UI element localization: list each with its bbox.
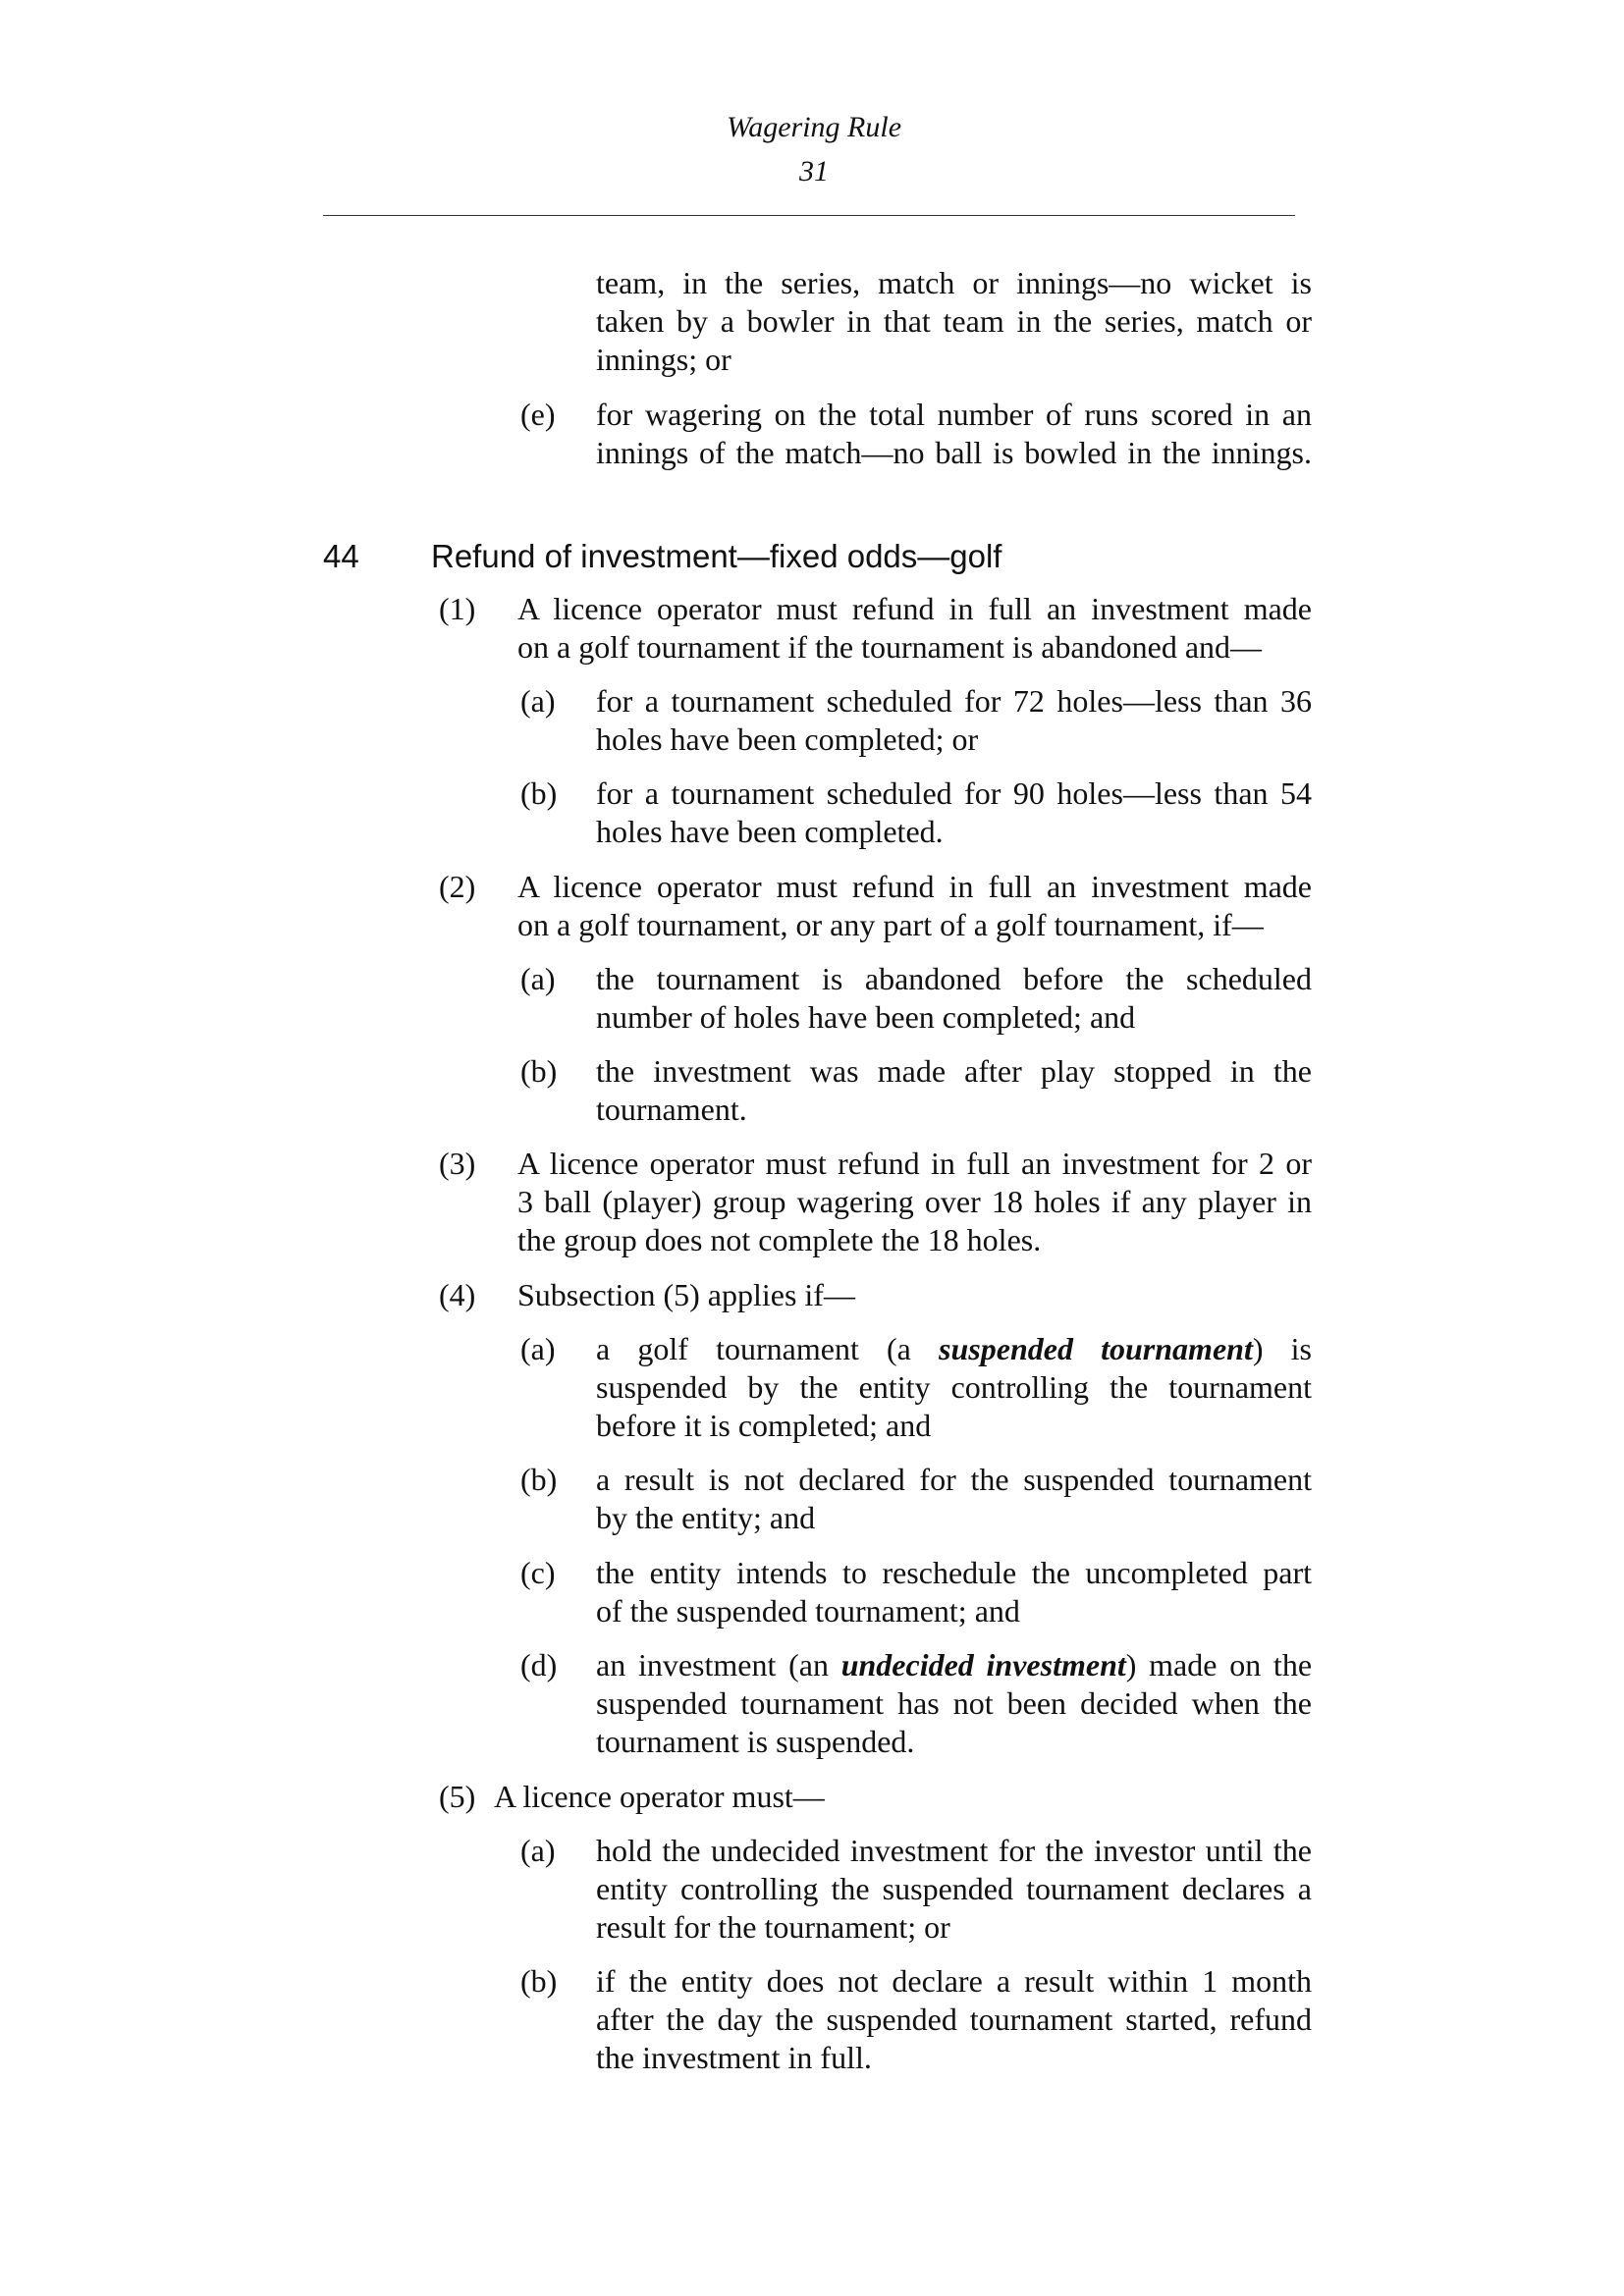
paragraph-text-post: ) is	[1252, 1331, 1312, 1366]
paragraph-text: tournament.	[596, 1092, 747, 1127]
section-number: 44	[323, 538, 359, 574]
subsection-label: (5)	[439, 1779, 476, 1814]
paragraph-text-pre: an investment (an	[596, 1647, 841, 1682]
paragraph-text: for a tournament scheduled for 90 holes—less than 54	[596, 775, 1312, 811]
page-number: 31	[799, 155, 829, 187]
subsection-text: Subsection (5) applies if—	[517, 1277, 855, 1312]
subsection-label: (4)	[439, 1277, 476, 1312]
subsection-text: A licence operator must refund in full an investment made	[517, 591, 1312, 626]
paragraph-text: the entity intends to reschedule the uncompleted part	[596, 1555, 1312, 1590]
paragraph-text: hold the undecided investment for the investor until the	[596, 1833, 1312, 1868]
paragraph-text: the tournament is abandoned before the scheduled	[596, 961, 1312, 996]
continuation-line: team, in the series, match or innings—no wicket is	[596, 265, 1312, 300]
paragraph-text-post: ) made on the	[1125, 1647, 1313, 1682]
paragraph-label: (d)	[520, 1647, 558, 1682]
paragraph-text: number of holes have been completed; and	[596, 999, 1136, 1035]
paragraph-text-pre: a golf tournament (a	[596, 1331, 911, 1366]
paragraph-label: (a)	[520, 961, 556, 996]
paragraph-text: result for the tournament; or	[596, 1909, 950, 1945]
subsection-label: (3)	[439, 1146, 476, 1181]
paragraph-text: before it is completed; and	[596, 1408, 932, 1443]
paragraph-label: (a)	[520, 1833, 556, 1868]
paragraph-text: for a tournament scheduled for 72 holes—less than 36	[596, 683, 1312, 719]
paragraph-text	[596, 1645, 1312, 1684]
paragraph-text: of the suspended tournament; and	[596, 1593, 1020, 1629]
paragraph-text: the investment was made after play stopped in the	[596, 1053, 1312, 1089]
paragraph-text: entity controlling the suspended tournament declares a	[596, 1871, 1312, 1906]
paragraph-text: suspended tournament has not been decided when the	[596, 1685, 1312, 1721]
subsection-text: the group does not complete the 18 holes.	[517, 1222, 1042, 1257]
subsection-text: A licence operator must refund in full an investment made	[517, 869, 1312, 904]
paragraph-text: the investment in full.	[596, 2040, 872, 2075]
paragraph-label: (b)	[520, 1053, 558, 1089]
paragraph-text: holes have been completed; or	[596, 721, 979, 757]
continuation-line: taken by a bowler in that team in the series, match or	[596, 303, 1312, 339]
paragraph-label: (b)	[520, 775, 558, 811]
subsection-label: (2)	[439, 869, 476, 904]
paragraph-text: suspended by the entity controlling the tournament	[596, 1369, 1312, 1405]
subsection-text: on a golf tournament if the tournament is abandoned and—	[517, 629, 1263, 665]
paragraph-text: by the entity; and	[596, 1500, 816, 1535]
subsection-text: A licence operator must—	[494, 1779, 825, 1814]
defined-term: suspended tournament	[939, 1331, 1253, 1366]
paragraph-label: (c)	[520, 1555, 556, 1590]
paragraph-text: a result is not declared for the suspended tournament	[596, 1462, 1312, 1497]
paragraph-text: tournament is suspended.	[596, 1724, 915, 1759]
defined-term: undecided investment	[840, 1647, 1126, 1682]
paragraph-text: innings of the match—no ball is bowled in the innings.	[596, 435, 1312, 470]
paragraph-text	[596, 1329, 1312, 1368]
paragraph-label: (b)	[520, 1462, 558, 1497]
subsection-text: 3 ball (player) group wagering over 18 holes if any player in	[517, 1184, 1312, 1219]
subsection-label: (1)	[439, 591, 476, 626]
subsection-text: A licence operator must refund in full an investment for 2 or	[517, 1146, 1312, 1181]
paragraph-text: for wagering on the total number of runs scored in an	[596, 397, 1312, 432]
running-title: Wagering Rule	[726, 111, 902, 143]
continuation-line: innings; or	[596, 342, 731, 377]
section-title: Refund of investment—fixed odds—golf	[431, 538, 1002, 574]
paragraph-text: if the entity does not declare a result within 1 month	[596, 1963, 1312, 1999]
paragraph-label: (b)	[520, 1963, 558, 1999]
paragraph-label: (e)	[520, 397, 556, 432]
paragraph-text: holes have been completed.	[596, 814, 944, 849]
paragraph-label: (a)	[520, 683, 556, 719]
paragraph-text: after the day the suspended tournament started, refund	[596, 2002, 1312, 2037]
paragraph-label: (a)	[520, 1331, 556, 1366]
header-rule	[323, 215, 1295, 216]
subsection-text: on a golf tournament, or any part of a golf tournament, if—	[517, 907, 1264, 942]
